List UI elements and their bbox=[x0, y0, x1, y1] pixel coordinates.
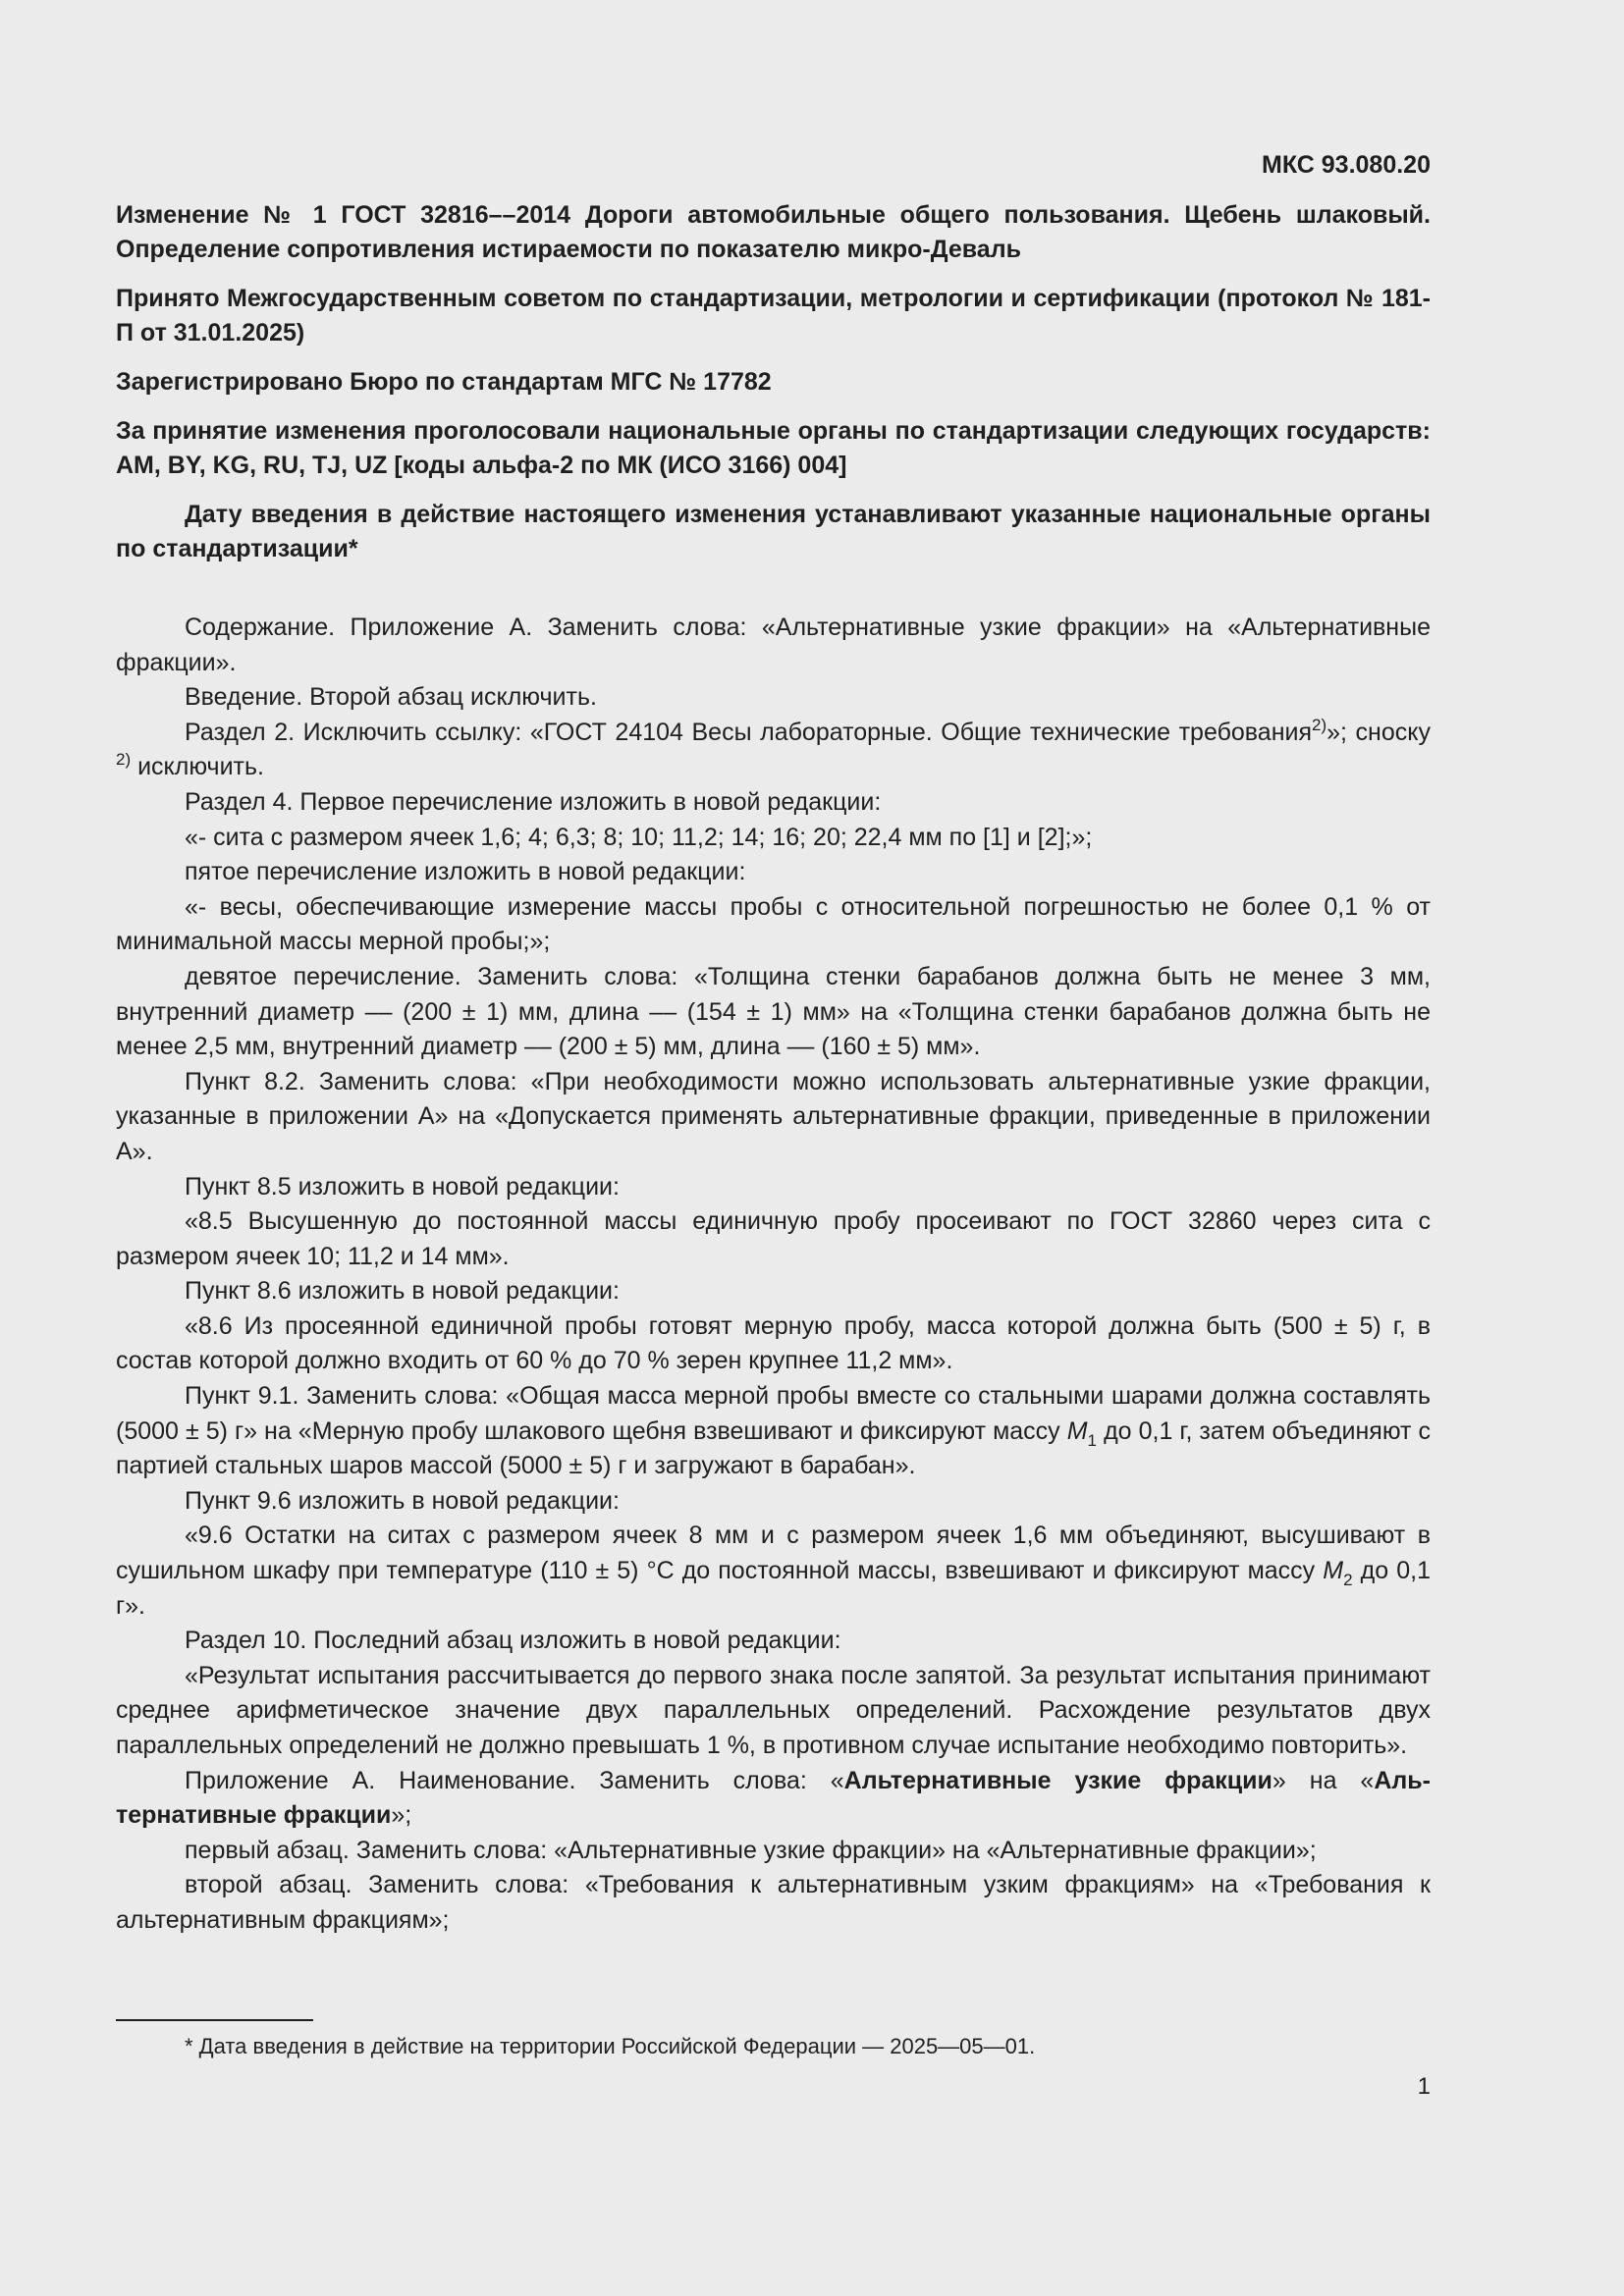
paragraph-item-8-6-text: «8.6 Из просеянной единичной пробы готовят мерную пробу, масса которой должна быть (500 ± 5) г, в состав которой должно входить от 60 % до 70 % зерен крупнее 11,2 мм». bbox=[116, 1311, 1431, 1375]
amendment-title: Изменение № 1 ГОСТ 32816––2014 Дороги автомобильные общего пользования. Щебень шлаковый. Определение сопротивления истираемости по показателю микро-Деваль bbox=[116, 201, 1431, 263]
paragraph-ninth-item: девятое перечисление. Заменить слова: «Толщина стенки барабанов должна быть не менее 3 мм, внутренний диаметр –– (200 ± 1) мм, длина –– (154 ± 1) мм» на «Толщина стенки барабанов должна быть не менее 2,5 мм, внутренний диаметр –– (200 ± 5) мм, длина –– (160 ± 5) мм». bbox=[116, 962, 1431, 1061]
footnote-ref: 2) bbox=[116, 750, 132, 770]
paragraph-first-abzac: первый абзац. Заменить слова: «Альтернативные узкие фракции» на «Альтернативные фракции»; bbox=[185, 1836, 1317, 1864]
paragraph-item-9-1: Пункт 9.1. Заменить слова: «Общая масса мерной пробы вместе со стальными шарами должна составлять (5000 ± 5) г» на «Мерную пробу шлакового щебня взвешивают и фиксируют массу $M_1$ до 0,1 г, затем объединяют с партией стальных шаров массой (5000 ± 5) г и загружают в барабан». bbox=[116, 1382, 1432, 1480]
paragraph-section-10: Раздел 10. Последний абзац изложить в новой редакции: bbox=[185, 1627, 841, 1655]
footnote-ref: 2) bbox=[1312, 715, 1327, 734]
registration-statement: Зарегистрировано Бюро по стандартам МГС № 17782 bbox=[116, 368, 772, 396]
voting-statement: За принятие изменения проголосовали национальные органы по стандартизации следующих государств: AM, BY, KG, RU, TJ, UZ [коды альфа-2 по МК (ИСО 3166) 004] bbox=[116, 417, 1431, 479]
effective-date-statement: Дату введения в действие настоящего изменения устанавливают указанные национальные органы по стандартизации* bbox=[116, 501, 1431, 562]
amendment-body bbox=[116, 611, 1431, 1939]
paragraph-item-8-6: Пункт 8.6 изложить в новой редакции: bbox=[185, 1277, 620, 1306]
paragraph-introduction: Введение. Второй абзац исключить. bbox=[185, 683, 597, 712]
paragraph-item-9-6: Пункт 9.6 изложить в новой редакции: bbox=[185, 1486, 620, 1515]
mks-code: МКС 93.080.20 bbox=[1262, 151, 1431, 179]
paragraph-item-9-6-text: «9.6 Остатки на ситах с размером ячеек 8 мм и с размером ячеек 1,6 мм объединяют, высушивают в сушильном шкафу при температуре (110 ± 5) °С до постоянной массы, взвешивают и фиксируют массу $M_2$ до 0,1 г». bbox=[116, 1522, 1431, 1620]
paragraph-fifth-item: пятое перечисление изложить в новой редакции: bbox=[185, 858, 746, 886]
paragraph-appendix-a: Приложение А. Наименование. Заменить слова: «Альтернативные узкие фракции» на «Альтернативные фракции»; bbox=[116, 1766, 1431, 1830]
page-number: 1 bbox=[1417, 2073, 1431, 2100]
paragraph-second-abzac: второй абзац. Заменить слова: «Требования к альтернативным узким фракциям» на «Требования к альтернативным фракциям»; bbox=[116, 1871, 1431, 1934]
paragraph-item-8-5: Пункт 8.5 изложить в новой редакции: bbox=[185, 1172, 620, 1201]
adopted-statement: Принято Межгосударственным советом по стандартизации, метрологии и сертификации (протокол № 181-П от 31.01.2025) bbox=[116, 285, 1431, 347]
paragraph-contents: Содержание. Приложение А. Заменить слова: «Альтернативные узкие фракции» на «Альтернативные фракции». bbox=[116, 614, 1431, 676]
paragraph-scales: «- весы, обеспечивающие измерение массы пробы с относительной погрешностью не более 0,1 % от минимальной массы мерной пробы;»; bbox=[116, 892, 1431, 956]
paragraph-section-10-text: «Результат испытания рассчитывается до первого знака после запятой. За результат испытания принимают среднее арифметическое значение двух параллельных определений. Расхождение результатов двух параллельных определений не должно превышать 1 %, в противном случае испытание необходимо повторить». bbox=[116, 1661, 1431, 1759]
footnote: * Дата введения в действие на территории Российской Федерации — 2025—05—01. bbox=[185, 2034, 1036, 2058]
paragraph-item-8-2: Пункт 8.2. Заменить слова: «При необходимости можно использовать альтернативные узкие фракции, указанные в приложении А» на «Допускается применять альтернативные фракции, приведенные в приложении А». bbox=[116, 1067, 1431, 1165]
footnote-divider bbox=[116, 2019, 313, 2021]
paragraph-section-4: Раздел 4. Первое перечисление изложить в новой редакции: bbox=[185, 787, 882, 816]
document-content bbox=[116, 147, 1431, 1939]
paragraph-section-2: Раздел 2. Исключить ссылку: «ГОСТ 24104 Весы лабораторные. Общие технические требования$^{2)}$»; сноску $^{2)}$ исключить. bbox=[116, 715, 1431, 781]
paragraph-sieves: «- сита с размером ячеек 1,6; 4; 6,3; 8; 10; 11,2; 14; 16; 20; 22,4 мм по [1] и [2];»; bbox=[185, 823, 1093, 851]
paragraph-item-8-5-text: «8.5 Высушенную до постоянной массы единичную пробу просеивают по ГОСТ 32860 через сита с размером ячеек 10; 11,2 и 14 мм». bbox=[116, 1207, 1431, 1270]
